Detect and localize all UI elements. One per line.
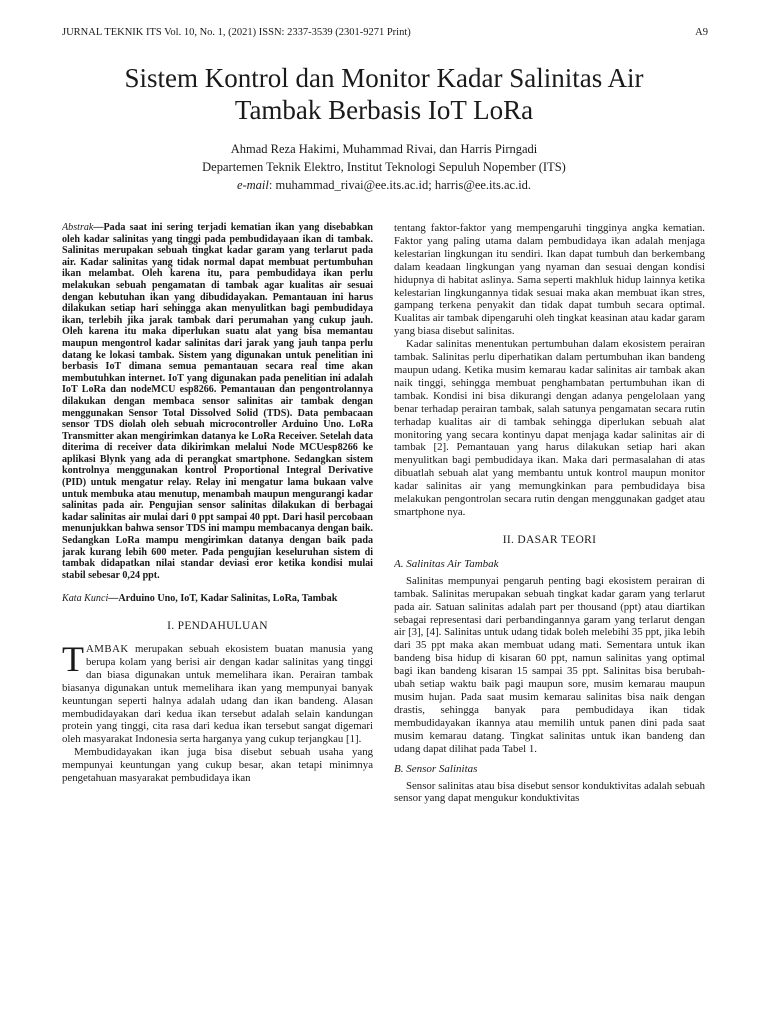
title-line-1: Sistem Kontrol dan Monitor Kadar Salinitas Air (124, 63, 644, 93)
running-header (62, 25, 708, 41)
keywords-label: Kata Kunci (62, 593, 109, 605)
keywords (62, 593, 373, 605)
paper-title (50, 62, 718, 126)
keywords-text: —Arduino Uno, IoT, Kadar Salinitas, LoRa, Tambak (108, 593, 338, 605)
left-column (62, 222, 373, 1012)
first-word: AMBAK (86, 643, 129, 655)
page-number: A9 (695, 27, 708, 38)
subsection-heading-sensor: B. Sensor Salinitas (394, 762, 478, 775)
intro-paragraph-3: Kadar salinitas menentukan pertumbuhan dalam ekosistem perairan tambak. Salinitas perlu diperhatikan dalam pertumbuhan ikan bandeng maupun udang. Ketika musim kemarau kadar salinitas air tambak akan naik tinggi, sehingga membuat penghambatan pertumbuhan ikan di tambak. Kondisi ini bisa dikurangi dengan adanya pengelolaan yang benar terhadap perairan tambak, salah satunya pengamatan secara rutin terhadap kualitas air di tambak sehingga diperlukan sebuah alat monitoring yang secara kontinyu dapat menjaga kadar salinitas air di tambak [2]. Pemantauan yang harus dilakukan setiap hari akan menyulitkan bagi pembudidaya ikan. Maka dari permasalahan di atas dibuatlah sebuah alat yang membantu untuk kontrol maupun monitor kadar salinitas air yang memungkinkan para pembudidaya bisa melakukan pengontrolan secara rutin dengan menggunakan gadget atau smartphone nya. (394, 338, 705, 518)
abstract-label: Abstrak (62, 222, 94, 233)
journal-info: JURNAL TEKNIK ITS Vol. 10, No. 1, (2021) ISSN: 2337-3539 (2301-9271 Print) (62, 27, 411, 38)
email-label: e-mail (236, 178, 269, 192)
intro-paragraph-2-continued: tentang faktor-faktor yang mempengaruhi tingginya angka kematian. Faktor yang paling utama dalam pembudidaya ikan adalah menjaga kelestarian lingkungan itu sendiri. Ikan dapat tumbuh dan berkembang dalam keadaan lingkungan yang nyaman dan sesuai dengan kondisi hidupnya di habitat aslinya. Sama seperti makhluk hidup lainnya ketika kelestarian lingkungannya tidak sesuai maka akan membuat ikan stres, gampang terkena penyakit dan tidak dapat tumbuh secara optimal. Kualitas air tambak dipengaruhi oleh tingkat keasinan atau kadar garam yang biasa disebut salinitas. (394, 222, 705, 338)
author-names: Ahmad Reza Hakimi, Muhammad Rivai, dan Harris Pirngadi (230, 142, 538, 156)
drop-cap: T (62, 639, 84, 679)
title-line-2: Tambak Berbasis IoT LoRa (234, 95, 534, 125)
intro-paragraph-1 (62, 639, 373, 746)
email-line (50, 176, 718, 194)
affiliation: Departemen Teknik Elektro, Institut Teknologi Sepuluh Nopember (ITS) (202, 160, 566, 174)
abstract-text: —Pada saat ini sering terjadi kematian ikan yang disebabkan oleh kadar salinitas yang tinggi pada pembudidayaan ikan di tambak. Salinitas merupakan sebuah tingkat kadar garam yang terlarut pada air. Kadar salinitas yang tidak normal dapat membuat pertumbuhan ikan melambat. Oleh karena itu, para pembudidaya ikan perlu melakukan sebuah pengamatan di tambak agar kualitas air sesuai dengan kebutuhan ikan yang dibudidayakan. Pemantauan ini harus dilakukan setiap hari sehingga akan menyulitkan bagi pembudidaya ikan, terlebih jika jarak tambak dari perumahan yang cukup jauh. Oleh karena itu maka diperlukan suatu alat yang bisa memantau maupun mengontrol kadar salinitas dari jarak yang jauh tanpa perlu datang ke lokasi tambak. Sistem yang digunakan untuk penelitian ini berbasis IoT dimana semua pemantauan secara real time akan membutuhkan internet. IoT yang digunakan pada penelitian ini adalah IoT LoRa dan nodeMCU esp8266. Pemantauan dan pengontrolannya dilakukan dengan membaca sensor salinitas air tambak dengan menggunakan Sensor Total Dissolved Solid (TDS). Data pembacaan sensor TDS diolah oleh sebuah microcontroller Arduino Uno. LoRa Transmitter akan mengirimkan datanya ke LoRa Receiver. Setelah data diterima di receiver data dikirimkan melalui Node MCUesp8266 ke aplikasi Blynk yang ada di perangkat smartphone. Sedangkan sistem kontrolnya menggunakan kontrol Proportional Integral Derivative (PID) untuk mengatur relay. Relay ini mengatur lama bukaan valve untuk membuka atau menutup, menambah maupun mengurangi kadar salinitas pada air. Pengujian sensor salinitas dilakukan di berbagai kadar salinitas air mulai dari 0 ppt sampai 40 ppt. Dari hasil percobaan menunjukkan bahwa sensor TDS ini mampu membacanya dengan baik. Sedangkan LoRa mampu mengirimkan datanya dengan baik pada jarak kurang lebih 600 meter. Pada pengujian keseluruhan sistem di tambak didapatkan nilai standar deviasi eror ketika kondisi mulai stabil sebesar 0,24 ppt. (62, 222, 373, 581)
subsection-heading-salinity: A. Salinitas Air Tambak (394, 557, 499, 570)
author-block (50, 140, 718, 194)
section-heading-introduction: I. PENDAHULUAN (167, 620, 268, 632)
salinity-paragraph: Salinitas mempunyai pengaruh penting bagi ekosistem perairan di tambak. Salinitas merupakan sebuah tingkat kadar garam yang terlarut pada air. Satuan salinitas adalah part per thousand (ppt) atau diartikan sebagai representasi dari perbandingannya garam yang terlarut dengan air [3], [4]. Salinitas untuk udang tidak boleh melebihi 35 ppt, jika lebih dari 35 ppt maka akan membuat udang mati. Sementara untuk ikan bandeng bisa hidup di kisaran 60 ppt, namun salinitas yang optimal bagi ikan bandeng kisaran 15 sampai 35 ppt. Salinitas bisa berubah-ubah setiap waktu baik pagi maupun sore, musim kemarau maupun musim hujan. Pada saat musim kemarau salinitas bisa naik dengan drastis, sehingga banyak para pembudidaya ikan tidak membudidayakan ikannya atau memilih untuk panen dini pada saat musim kemarau datang. Tingkat salinitas untuk ikan bandeng dan udang dapat dilihat pada Tabel 1. (394, 574, 705, 755)
email-addresses: : muhammad_rivai@ee.its.ac.id; harris@ee.its.ac.id. (268, 178, 532, 192)
intro-paragraph-2: Membudidayakan ikan juga bisa disebut sebuah usaha yang mempunyai keuntungan yang cukup besar, akan tetapi minimnya pengetahuan masyarakat pembudidaya ikan (62, 746, 373, 785)
abstract (62, 222, 373, 581)
section-heading-theory: II. DASAR TEORI (502, 533, 597, 546)
right-column (394, 222, 705, 1012)
sensor-paragraph: Sensor salinitas atau bisa disebut sensor konduktivitas adalah sebuah sensor yang dapat mengukur konduktivitas (394, 779, 705, 805)
intro-p1-text: merupakan sebuah ekosistem buatan manusia yang berupa kolam yang berisi air dengan kadar salinitas yang tinggi dan biasa digunakan untuk memelihara ikan. Perairan tambak biasanya digunakan untuk memelihara ikan yang mempunyai banyak keuntungan seperti halnya adalah udang dan ikan bandeng. Alasan membudidayakan dari kedua ikan tersebut adalah selain kandungan protein yang tinggi, cita rasa dari kedua ikan tersebut sangat digemari oleh masyarakat Indonesia serta harganya yang cukup terjangkau [1]. (62, 643, 373, 746)
